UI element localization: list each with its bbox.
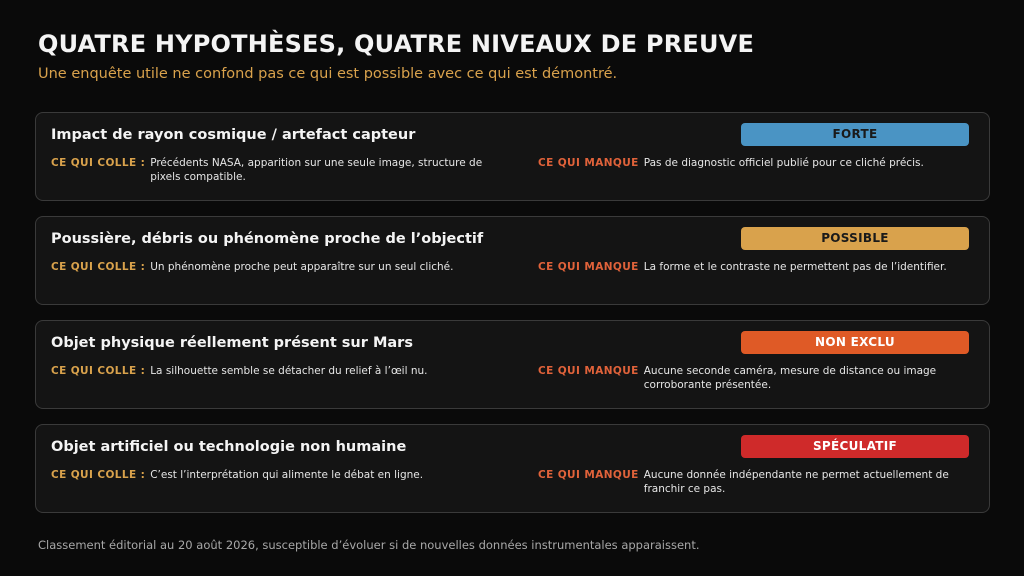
fits-text: Un phénomène proche peut apparaître sur un seul cliché.	[150, 261, 454, 273]
missing-label: CE QUI MANQUE	[538, 261, 639, 273]
footer-note: Classement éditorial au 20 août 2026, susceptible d’évoluer si de nouvelles données instrumentales apparaissent.	[38, 538, 700, 552]
fits-label: CE QUI COLLE :	[51, 157, 146, 169]
missing-section	[538, 364, 970, 392]
evidence-level-badge: POSSIBLE	[741, 227, 969, 250]
missing-text: La forme et le contraste ne permettent pas de l’identifier.	[643, 261, 947, 273]
missing-text: Aucune donnée indépendante ne permet actuellement de franchir ce pas.	[643, 469, 949, 495]
page-title: QUATRE HYPOTHÈSES, QUATRE NIVEAUX DE PREUVE	[38, 30, 755, 58]
hypothesis-title: Poussière, débris ou phénomène proche de l’objectif	[51, 231, 484, 247]
fits-text: La silhouette semble se détacher du relief à l’œil nu.	[150, 365, 428, 377]
evidence-level-badge: SPÉCULATIF	[741, 435, 969, 458]
missing-text: Pas de diagnostic officiel publié pour ce cliché précis.	[643, 157, 924, 169]
fits-label: CE QUI COLLE :	[51, 261, 146, 273]
fits-text: Précédents NASA, apparition sur une seule image, structure de pixels compatible.	[150, 157, 483, 183]
missing-text: Aucune seconde caméra, mesure de distance ou image corroborante présentée.	[643, 365, 937, 391]
evidence-level-badge: NON EXCLU	[741, 331, 969, 354]
missing-label: CE QUI MANQUE	[538, 365, 639, 377]
fits-section	[51, 468, 511, 482]
hypothesis-card-artificial-object	[35, 424, 990, 513]
fits-label: CE QUI COLLE :	[51, 365, 146, 377]
missing-section	[538, 468, 970, 496]
fits-label: CE QUI COLLE :	[51, 469, 146, 481]
hypothesis-list	[35, 112, 990, 528]
fits-section	[51, 260, 511, 274]
fits-text: C’est l’interprétation qui alimente le débat en ligne.	[150, 469, 424, 481]
hypothesis-card-cosmic-ray	[35, 112, 990, 201]
hypothesis-title: Objet artificiel ou technologie non humaine	[51, 439, 407, 455]
missing-section	[538, 260, 970, 274]
missing-section	[538, 156, 970, 170]
hypothesis-title: Objet physique réellement présent sur Mars	[51, 335, 413, 351]
hypothesis-title: Impact de rayon cosmique / artefact capteur	[51, 127, 416, 143]
fits-section	[51, 156, 511, 184]
missing-label: CE QUI MANQUE	[538, 157, 639, 169]
page-subtitle: Une enquête utile ne confond pas ce qui est possible avec ce qui est démontré.	[38, 66, 618, 82]
evidence-level-badge: FORTE	[741, 123, 969, 146]
missing-label: CE QUI MANQUE	[538, 469, 639, 481]
hypothesis-card-dust	[35, 216, 990, 305]
hypothesis-card-physical-object	[35, 320, 990, 409]
fits-section	[51, 364, 511, 378]
